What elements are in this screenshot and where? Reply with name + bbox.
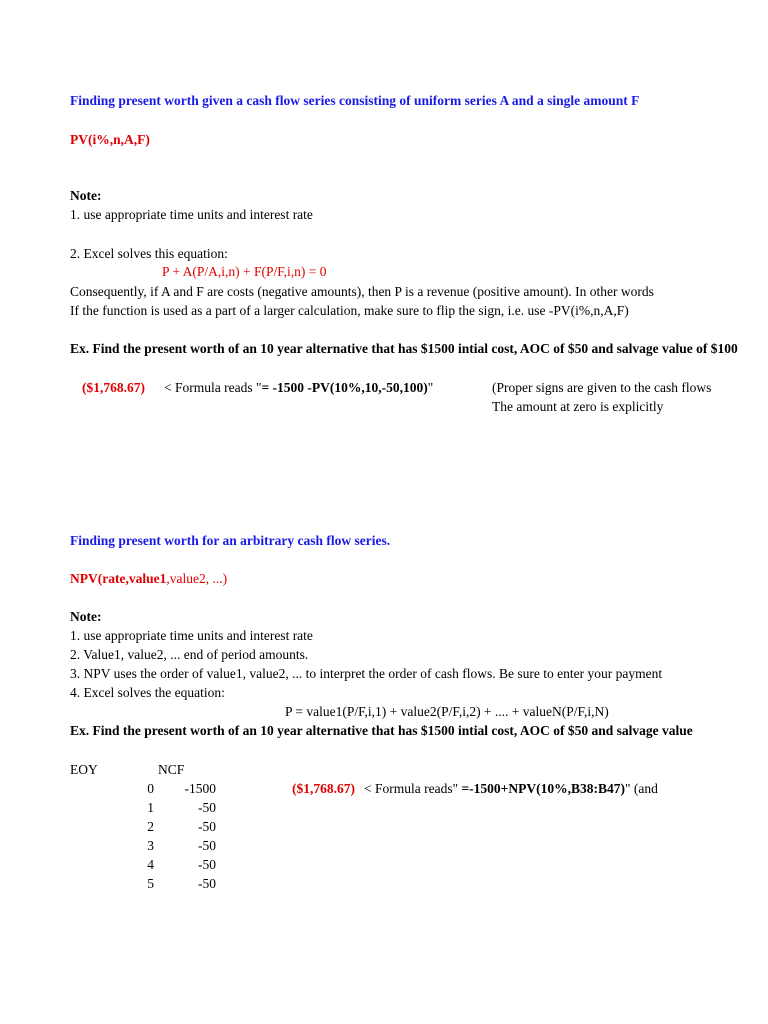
- section1-heading: Finding present worth given a cash flow series consisting of uniform series A and a single amount F: [70, 93, 640, 108]
- section2-note-4: 4. Excel solves the equation:: [70, 685, 225, 700]
- section2-note-1: 1. use appropriate time units and interest rate: [70, 628, 313, 643]
- section1-side-note-2: The amount at zero is explicitly: [492, 399, 664, 414]
- table-header-ncf: NCF: [158, 762, 185, 777]
- section1-side-note-1: (Proper signs are given to the cash flows: [492, 380, 712, 395]
- table-cell-eoy[interactable]: 5: [147, 876, 154, 891]
- table-cell-eoy[interactable]: 0: [147, 781, 154, 796]
- section2-function-signature: [70, 571, 227, 587]
- table-cell-eoy[interactable]: 1: [147, 800, 154, 815]
- section1-flip-sign-text: If the function is used as a part of a larger calculation, make sure to flip the sign, i.e. use -PV(i%,n,A,F): [70, 303, 629, 318]
- section1-formula-note: [164, 380, 433, 396]
- table-cell-eoy[interactable]: 3: [147, 838, 154, 853]
- table-cell-eoy[interactable]: 4: [147, 857, 154, 872]
- section1-consequently-text: Consequently, if A and F are costs (negative amounts), then P is a revenue (positive amount). In other words: [70, 284, 654, 299]
- table-cell-ncf[interactable]: -50: [198, 800, 216, 815]
- section1-note-label: Note:: [70, 188, 102, 203]
- section2-heading: Finding present worth for an arbitrary cash flow series.: [70, 533, 391, 548]
- section1-equation: P + A(P/A,i,n) + F(P/F,i,n) = 0: [162, 264, 327, 279]
- section2-formula-text: =-1500+NPV(10%,B38:B47): [461, 781, 625, 796]
- table-cell-ncf[interactable]: -50: [198, 838, 216, 853]
- section2-example: Ex. Find the present worth of an 10 year alternative that has $1500 intial cost, AOC of $50 and salvage value: [70, 723, 693, 738]
- section2-equation: P = value1(P/F,i,1) + value2(P/F,i,2) + .... + valueN(P/F,i,N): [285, 704, 609, 719]
- table-header-eoy: EOY: [70, 762, 98, 777]
- section1-result-value[interactable]: ($1,768.67): [82, 380, 145, 395]
- section2-note-2: 2. Value1, value2, ... end of period amounts.: [70, 647, 309, 662]
- table-cell-ncf[interactable]: -50: [198, 819, 216, 834]
- section2-function-signature-bold: NPV(rate,value1: [70, 571, 167, 586]
- section2-result-value[interactable]: ($1,768.67): [292, 781, 355, 796]
- table-cell-eoy[interactable]: 2: [147, 819, 154, 834]
- section1-note-1: 1. use appropriate time units and interest rate: [70, 207, 313, 222]
- section1-example: Ex. Find the present worth of an 10 year alternative that has $1500 intial cost, AOC of $50 and salvage value of $100: [70, 341, 738, 356]
- section1-formula-text: = -1500 -PV(10%,10,-50,100): [261, 380, 428, 395]
- section1-note-2: 2. Excel solves this equation:: [70, 246, 228, 261]
- section1-function-signature: PV(i%,n,A,F): [70, 132, 150, 147]
- table-cell-ncf[interactable]: -1500: [184, 781, 216, 796]
- section2-formula-note: [364, 781, 686, 797]
- section2-note-3: 3. NPV uses the order of value1, value2, ... to interpret the order of cash flows. Be sure to enter your payment: [70, 666, 663, 681]
- section1-formula-suffix: ": [427, 380, 434, 395]
- section2-formula-suffix: " (and: [624, 781, 658, 796]
- table-cell-ncf[interactable]: -50: [198, 857, 216, 872]
- section2-function-signature-rest: ,value2, ...): [166, 571, 228, 586]
- table-cell-ncf[interactable]: -50: [198, 876, 216, 891]
- section1-formula-prefix: < Formula reads ": [164, 380, 262, 395]
- section2-formula-prefix: < Formula reads": [364, 781, 462, 796]
- section2-note-label: Note:: [70, 609, 102, 624]
